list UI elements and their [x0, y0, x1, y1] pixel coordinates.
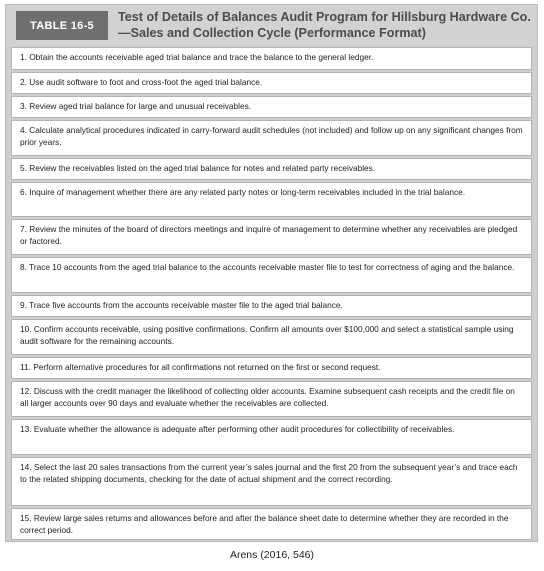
table-row: 8. Trace 10 accounts from the aged trial balance to the accounts receivable master file to test for correctness of aging and the balance.	[11, 257, 532, 293]
audit-program-table	[5, 4, 538, 542]
table-row: 7. Review the minutes of the board of directors meetings and inquire of management to determine whether any receivables are pledged or factored.	[11, 219, 532, 255]
table-row: 13. Evaluate whether the allowance is adequate after performing other audit procedures for collectibility of receivables.	[11, 419, 532, 455]
table-row: 15. Review large sales returns and allowances before and after the balance sheet date to determine whether they are recorded in the correct period.	[11, 508, 532, 540]
table-row: 1. Obtain the accounts receivable aged trial balance and trace the balance to the general ledger.	[11, 47, 532, 70]
source-caption: Arens (2016, 546)	[229, 549, 315, 561]
table-row: 2. Use audit software to foot and cross-foot the aged trial balance.	[11, 72, 532, 94]
table-title: Test of Details of Balances Audit Program for Hillsburg Hardware Co.—Sales and Collection Cycle (Performance Format)	[118, 10, 531, 40]
table-row: 6. Inquire of management whether there are any related party notes or long-term receivables included in the trial balance.	[11, 182, 532, 217]
table-row: 5. Review the receivables listed on the aged trial balance for notes and related party receivables.	[11, 158, 532, 180]
table-row: 4. Calculate analytical procedures indicated in carry-forward audit schedules (not included) and follow up on any significant changes from prior years.	[11, 120, 532, 156]
table-row: 9. Trace five accounts from the accounts receivable master file to the aged trial balance.	[11, 295, 532, 317]
table-row: 12. Discuss with the credit manager the likelihood of collecting older accounts. Examine subsequent cash receipts and the credit file on all larger accounts over 90 days and evaluate whether the receivables are collected.	[11, 381, 532, 417]
table-header	[6, 5, 537, 46]
table-row: 10. Confirm accounts receivable, using positive confirmations. Confirm all amounts over $100,000 and select a statistical sample using audit software for the remaining accounts.	[11, 319, 532, 355]
table-number-tag: TABLE 16-5	[16, 11, 108, 40]
table-row: 14. Select the last 20 sales transactions from the current year’s sales journal and the first 20 from the subsequent year’s and trace each to the related shipping documents, checking for the date of actual shipment and the correct recording.	[11, 457, 532, 506]
table-row: 3. Review aged trial balance for large and unusual receivables.	[11, 96, 532, 118]
table-row: 11. Perform alternative procedures for all confirmations not returned on the first or second request.	[11, 357, 532, 379]
